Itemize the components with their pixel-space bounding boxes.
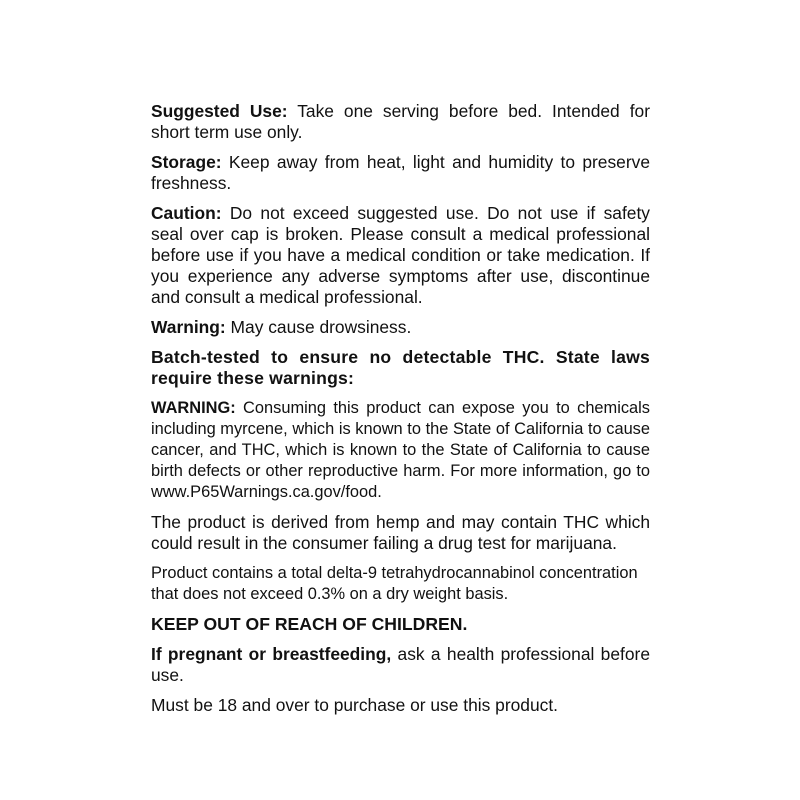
suggested-use-text: Take one serving before bed. Intended for short term use only. [151, 101, 650, 142]
hemp-notice-paragraph: The product is derived from hemp and may contain THC which could result in the consumer failing a drug test for marijuana. [151, 512, 650, 553]
warning-label: Warning: [151, 317, 226, 337]
prop65-warning-paragraph [151, 398, 650, 503]
delta9-notice-paragraph: Product contains a total delta-9 tetrahydrocannabinol concentration that does not exceed 0.3% on a dry weight basis. [151, 564, 638, 603]
caution-text: Do not exceed suggested use. Do not use if safety seal over cap is broken. Please consult a medical professional before use if you have a medical condition or take medication. If you experience any adverse symptoms after use, discontinue and consult a medical professional. [151, 203, 650, 307]
storage-paragraph [151, 152, 650, 194]
warning-text: May cause drowsiness. [225, 317, 412, 337]
caution-paragraph [151, 203, 650, 308]
suggested-use-label: Suggested Use: [151, 101, 288, 121]
prop65-warning-label: WARNING: [151, 399, 236, 417]
warning-paragraph [151, 317, 650, 338]
storage-text: Keep away from heat, light and humidity to preserve freshness. [151, 152, 650, 193]
storage-label: Storage: [151, 152, 222, 172]
suggested-use-paragraph [151, 101, 650, 143]
pregnancy-text: ask a health professional before use. [151, 644, 650, 685]
age-notice-paragraph: Must be 18 and over to purchase or use this product. [151, 695, 558, 715]
pregnancy-label: If pregnant or breastfeeding, [151, 644, 392, 664]
supplement-label-text [151, 101, 650, 725]
caution-label: Caution: [151, 203, 222, 223]
prop65-warning-text: Consuming this product can expose you to chemicals including myrcene, which is known to the State of California to cause cancer, and THC, which is known to the State of California to cause birth defects or other reproductive harm. For more information, go to www.P65Warnings.ca.gov/food. [151, 399, 650, 501]
batch-tested-heading: Batch-tested to ensure no detectable THC. State laws require these warnings: [151, 347, 650, 388]
keep-out-of-reach-heading: KEEP OUT OF REACH OF CHILDREN. [151, 614, 468, 634]
pregnancy-paragraph [151, 644, 650, 686]
